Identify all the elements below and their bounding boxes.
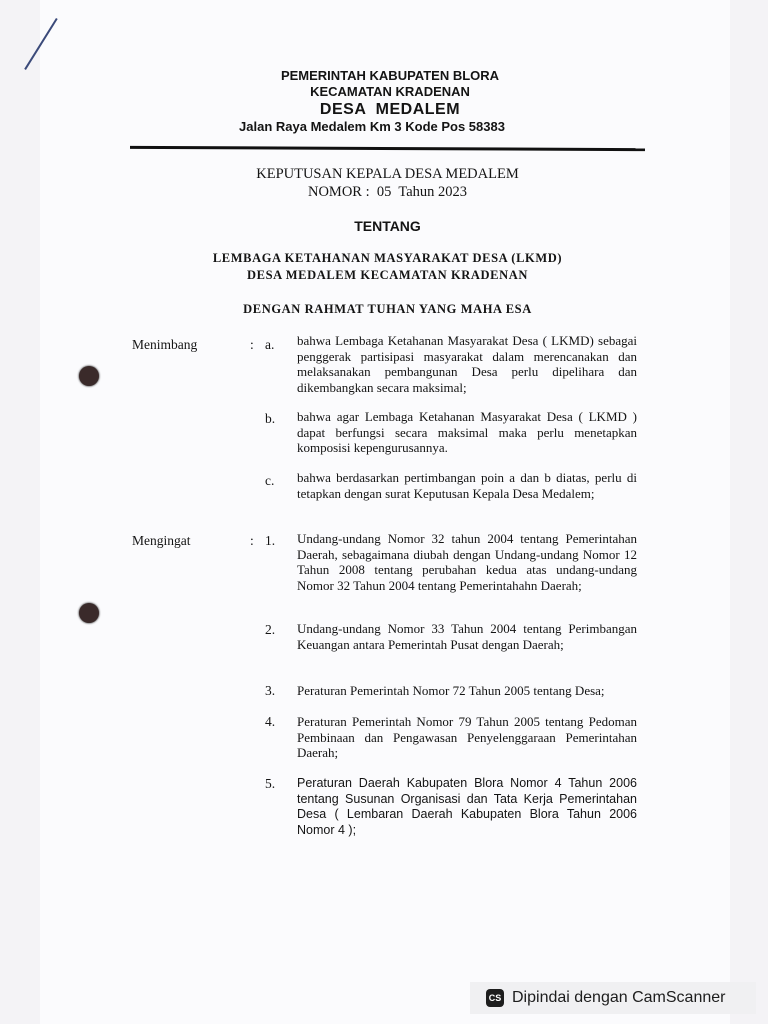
menimbang-text-c: bahwa berdasarkan pertimbangan poin a dan b diatas, perlu di tetapkan dengan surat Keputusan Kepala Desa Medalem; <box>297 470 637 501</box>
menimbang-text-a: bahwa Lembaga Ketahanan Masyarakat Desa ( LKMD) sebagai penggerak partisipasi masyarakat dalam merencanakan dan melaksanakan pembangunan Desa perlu dipelihara dan dikembangkan secara maksimal; <box>297 333 637 395</box>
letterhead-district: KECAMATAN KRADENAN <box>310 84 470 99</box>
mengingat-colon: : <box>250 533 254 548</box>
camscanner-label: Dipindai dengan CamScanner <box>512 989 726 1006</box>
mengingat-text-3: Peraturan Pemerintah Nomor 72 Tahun 2005 tentang Desa; <box>297 683 605 698</box>
decree-subject-line1: LEMBAGA KETAHANAN MASYARAKAT DESA (LKMD) <box>212 251 563 265</box>
camscanner-logo-icon: CS <box>486 989 504 1007</box>
mengingat-label: Mengingat <box>132 533 191 548</box>
letterhead-government: PEMERINTAH KABUPATEN BLORA <box>280 68 500 83</box>
mengingat-marker-4: 4. <box>265 714 276 729</box>
decree-invocation: DENGAN RAHMAT TUHAN YANG MAHA ESA <box>243 302 532 316</box>
decree-number: NOMOR : 05 Tahun 2023 <box>307 184 468 200</box>
menimbang-marker-c: c. <box>265 473 275 488</box>
mengingat-marker-1: 1. <box>265 533 276 548</box>
menimbang-marker-a: a. <box>265 337 275 352</box>
mengingat-text-4: Peraturan Pemerintah Nomor 79 Tahun 2005 tentang Pedoman Pembinaan dan Pengawasan Penyelenggaraan Pemerintahan Daerah; <box>297 714 637 760</box>
letterhead <box>190 68 590 135</box>
mengingat-text-1: Undang-undang Nomor 32 tahun 2004 tentang Pemerintahan Daerah, sebagaimana diubah dengan Undang-undang Nomor 12 Tahun 2008 tentang perubahan kedua atas undang-undang Nomor 32 Tahun 2004 tentang Pemerintahahn Daerah; <box>297 531 637 593</box>
mengingat-text-2: Undang-undang Nomor 33 Tahun 2004 tentang Perimbangan Keuangan antara Pemerintah Pusat dengan Daerah; <box>297 621 637 652</box>
scanned-page <box>40 0 730 1024</box>
decree-subject <box>130 250 645 284</box>
camscanner-watermark <box>470 982 756 1014</box>
menimbang-colon: : <box>250 337 254 352</box>
mengingat-marker-5: 5. <box>265 776 276 791</box>
mengingat-text-5: Peraturan Daerah Kabupaten Blora Nomor 4 Tahun 2006 tentang Susunan Organisasi dan Tata Kerja Pemerintahan Desa ( Lembaran Daerah Kabupaten Blora Tahun 2006 Nomor 4 ); <box>297 776 637 837</box>
letterhead-village: DESA MEDALEM <box>319 101 461 118</box>
menimbang-label: Menimbang <box>132 337 198 352</box>
decree-subject-line2: DESA MEDALEM KECAMATAN KRADENAN <box>247 268 528 282</box>
menimbang-text-b: bahwa agar Lembaga Ketahanan Masyarakat Desa ( LKMD ) dapat berfungsi secara maksimal maka perlu menetapkan komposisi kepengurusannya. <box>297 409 637 455</box>
decree-tentang: TENTANG <box>354 218 421 234</box>
mengingat-marker-3: 3. <box>265 683 276 698</box>
mengingat-marker-2: 2. <box>265 622 276 637</box>
letterhead-address: Jalan Raya Medalem Km 3 Kode Pos 58383 <box>239 119 505 134</box>
punch-hole-bottom <box>79 603 99 623</box>
menimbang-marker-b: b. <box>265 411 276 426</box>
punch-hole-top <box>79 366 99 386</box>
decree-title: KEPUTUSAN KEPALA DESA MEDALEM <box>256 166 519 182</box>
